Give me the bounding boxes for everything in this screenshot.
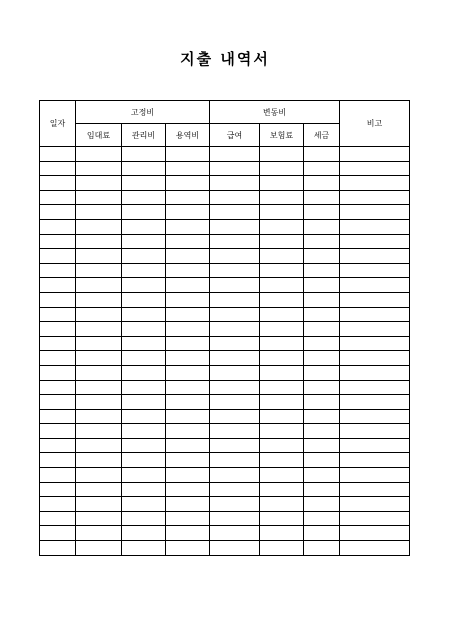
table-cell [122, 438, 166, 453]
table-cell [166, 380, 210, 395]
table-row [40, 205, 410, 220]
table-row [40, 307, 410, 322]
table-cell [340, 322, 410, 337]
table-cell [304, 511, 340, 526]
table-row [40, 161, 410, 176]
table-cell [76, 438, 122, 453]
table-cell [340, 205, 410, 220]
header-salary: 급여 [210, 124, 260, 147]
table-cell [304, 424, 340, 439]
table-cell [304, 147, 340, 162]
table-cell [122, 351, 166, 366]
table-cell [76, 249, 122, 264]
table-cell [122, 234, 166, 249]
table-cell [260, 263, 304, 278]
table-cell [260, 424, 304, 439]
table-cell [260, 380, 304, 395]
table-cell [166, 424, 210, 439]
table-cell [340, 176, 410, 191]
table-cell [166, 497, 210, 512]
table-cell [122, 497, 166, 512]
table-cell [40, 263, 76, 278]
table-cell [166, 234, 210, 249]
table-cell [210, 409, 260, 424]
table-cell [304, 190, 340, 205]
table-cell [122, 380, 166, 395]
table-cell [210, 161, 260, 176]
table-cell [76, 190, 122, 205]
table-cell [122, 292, 166, 307]
table-cell [166, 263, 210, 278]
table-cell [260, 307, 304, 322]
table-cell [122, 263, 166, 278]
table-cell [122, 249, 166, 264]
table-cell [210, 307, 260, 322]
table-cell [122, 336, 166, 351]
header-date: 일자 [40, 101, 76, 147]
table-cell [166, 249, 210, 264]
table-cell [304, 234, 340, 249]
table-row [40, 278, 410, 293]
table-cell [166, 438, 210, 453]
table-cell [260, 395, 304, 410]
table-cell [76, 453, 122, 468]
table-cell [40, 409, 76, 424]
table-cell [210, 249, 260, 264]
table-cell [166, 292, 210, 307]
table-row [40, 482, 410, 497]
header-tax: 세금 [304, 124, 340, 147]
table-cell [76, 526, 122, 541]
table-cell [340, 249, 410, 264]
table-cell [40, 249, 76, 264]
table-cell [340, 147, 410, 162]
table-row [40, 438, 410, 453]
table-cell [210, 190, 260, 205]
table-cell [40, 219, 76, 234]
table-row [40, 190, 410, 205]
table-cell [122, 307, 166, 322]
table-cell [210, 219, 260, 234]
table-cell [304, 161, 340, 176]
table-cell [166, 147, 210, 162]
table-cell [260, 190, 304, 205]
table-cell [122, 219, 166, 234]
table-cell [76, 176, 122, 191]
table-cell [340, 497, 410, 512]
table-cell [122, 541, 166, 556]
header-fixed-costs: 고정비 [76, 101, 210, 124]
table-row [40, 526, 410, 541]
table-row [40, 497, 410, 512]
table-cell [166, 205, 210, 220]
table-cell [340, 336, 410, 351]
table-cell [340, 190, 410, 205]
table-cell [210, 234, 260, 249]
table-cell [40, 322, 76, 337]
table-cell [260, 351, 304, 366]
table-cell [40, 176, 76, 191]
table-cell [210, 147, 260, 162]
table-cell [122, 482, 166, 497]
table-row [40, 249, 410, 264]
table-cell [260, 336, 304, 351]
table-cell [76, 219, 122, 234]
table-cell [304, 380, 340, 395]
table-cell [260, 292, 304, 307]
table-cell [40, 468, 76, 483]
table-cell [76, 365, 122, 380]
table-row [40, 365, 410, 380]
table-row [40, 453, 410, 468]
table-cell [76, 278, 122, 293]
table-cell [340, 395, 410, 410]
table-row [40, 147, 410, 162]
table-cell [122, 365, 166, 380]
table-cell [210, 424, 260, 439]
table-cell [304, 438, 340, 453]
table-cell [304, 278, 340, 293]
table-row [40, 380, 410, 395]
table-cell [210, 278, 260, 293]
table-cell [166, 365, 210, 380]
table-row [40, 351, 410, 366]
table-cell [40, 380, 76, 395]
table-row [40, 263, 410, 278]
table-row [40, 409, 410, 424]
table-cell [340, 234, 410, 249]
table-cell [304, 263, 340, 278]
table-cell [304, 307, 340, 322]
table-cell [340, 292, 410, 307]
table-cell [122, 468, 166, 483]
table-row [40, 234, 410, 249]
table-cell [40, 336, 76, 351]
table-cell [40, 351, 76, 366]
table-cell [304, 453, 340, 468]
table-cell [210, 541, 260, 556]
table-cell [40, 482, 76, 497]
table-cell [340, 526, 410, 541]
table-cell [260, 249, 304, 264]
table-cell [40, 541, 76, 556]
table-cell [260, 438, 304, 453]
table-row [40, 219, 410, 234]
header-insurance: 보험료 [260, 124, 304, 147]
table-cell [210, 365, 260, 380]
header-rent: 임대료 [76, 124, 122, 147]
table-cell [40, 511, 76, 526]
table-cell [40, 205, 76, 220]
table-cell [40, 395, 76, 410]
table-cell [76, 380, 122, 395]
table-cell [260, 482, 304, 497]
table-row [40, 395, 410, 410]
table-cell [76, 409, 122, 424]
table-cell [340, 161, 410, 176]
table-cell [260, 541, 304, 556]
table-cell [340, 424, 410, 439]
table-cell [210, 497, 260, 512]
table-cell [166, 453, 210, 468]
table-cell [340, 365, 410, 380]
table-cell [260, 278, 304, 293]
table-cell [40, 234, 76, 249]
table-row [40, 468, 410, 483]
table-cell [76, 482, 122, 497]
table-cell [340, 511, 410, 526]
header-service-fee: 용역비 [166, 124, 210, 147]
table-cell [260, 468, 304, 483]
table-cell [340, 453, 410, 468]
table-cell [304, 395, 340, 410]
table-cell [210, 205, 260, 220]
table-cell [340, 263, 410, 278]
table-cell [76, 147, 122, 162]
table-cell [76, 497, 122, 512]
table-cell [340, 482, 410, 497]
table-cell [340, 351, 410, 366]
document-title: 지출 내역서 [180, 50, 270, 68]
table-cell [210, 292, 260, 307]
table-cell [166, 541, 210, 556]
table-cell [76, 263, 122, 278]
table-cell [304, 526, 340, 541]
table-cell [76, 336, 122, 351]
table-row [40, 541, 410, 556]
table-cell [122, 205, 166, 220]
table-cell [260, 234, 304, 249]
table-cell [210, 511, 260, 526]
table-cell [166, 161, 210, 176]
table-cell [260, 453, 304, 468]
table-row [40, 292, 410, 307]
table-cell [210, 468, 260, 483]
table-cell [166, 219, 210, 234]
table-cell [210, 526, 260, 541]
table-cell [76, 541, 122, 556]
table-cell [304, 205, 340, 220]
table-cell [260, 511, 304, 526]
table-cell [304, 365, 340, 380]
table-cell [166, 468, 210, 483]
table-cell [76, 511, 122, 526]
table-cell [260, 365, 304, 380]
table-cell [166, 322, 210, 337]
table-cell [304, 322, 340, 337]
table-cell [304, 482, 340, 497]
table-cell [210, 263, 260, 278]
table-cell [210, 395, 260, 410]
expense-table [39, 100, 410, 556]
table-cell [40, 278, 76, 293]
table-row [40, 511, 410, 526]
table-row [40, 424, 410, 439]
table-cell [122, 409, 166, 424]
table-cell [40, 453, 76, 468]
table-cell [340, 380, 410, 395]
table-cell [166, 526, 210, 541]
table-cell [40, 307, 76, 322]
table-cell [122, 161, 166, 176]
table-cell [122, 395, 166, 410]
table-cell [40, 190, 76, 205]
table-cell [260, 526, 304, 541]
table-cell [304, 219, 340, 234]
table-cell [260, 205, 304, 220]
table-cell [166, 395, 210, 410]
table-cell [304, 336, 340, 351]
table-cell [260, 322, 304, 337]
table-cell [304, 541, 340, 556]
table-cell [304, 249, 340, 264]
table-cell [260, 147, 304, 162]
table-cell [122, 147, 166, 162]
table-cell [166, 278, 210, 293]
table-cell [260, 176, 304, 191]
table-cell [260, 497, 304, 512]
table-cell [340, 438, 410, 453]
table-body [40, 147, 410, 556]
table-cell [304, 468, 340, 483]
table-cell [340, 307, 410, 322]
table-cell [340, 219, 410, 234]
table-cell [76, 307, 122, 322]
table-cell [122, 176, 166, 191]
table-cell [76, 424, 122, 439]
table-cell [166, 511, 210, 526]
table-cell [122, 424, 166, 439]
table-cell [260, 161, 304, 176]
table-cell [40, 147, 76, 162]
table-row [40, 336, 410, 351]
table-cell [76, 468, 122, 483]
table-cell [340, 409, 410, 424]
table-cell [40, 424, 76, 439]
table-cell [40, 365, 76, 380]
table-cell [210, 380, 260, 395]
table-cell [304, 409, 340, 424]
table-cell [304, 292, 340, 307]
table-cell [340, 541, 410, 556]
table-cell [122, 511, 166, 526]
table-cell [166, 482, 210, 497]
table-cell [76, 234, 122, 249]
table-cell [166, 190, 210, 205]
table-cell [210, 438, 260, 453]
table-cell [210, 336, 260, 351]
table-cell [166, 336, 210, 351]
table-cell [260, 219, 304, 234]
table-cell [40, 161, 76, 176]
table-cell [76, 351, 122, 366]
table-cell [340, 468, 410, 483]
table-row [40, 176, 410, 191]
table-cell [304, 176, 340, 191]
table-cell [40, 497, 76, 512]
table-cell [210, 176, 260, 191]
header-remarks: 비고 [340, 101, 410, 147]
table-cell [304, 497, 340, 512]
table-cell [166, 409, 210, 424]
table-cell [76, 395, 122, 410]
table-cell [40, 526, 76, 541]
header-variable-costs: 변동비 [210, 101, 340, 124]
header-management-fee: 관리비 [122, 124, 166, 147]
table-cell [210, 351, 260, 366]
table-cell [210, 482, 260, 497]
table-cell [122, 322, 166, 337]
table-cell [304, 351, 340, 366]
table-cell [340, 278, 410, 293]
table-cell [76, 161, 122, 176]
table-cell [76, 292, 122, 307]
table-cell [76, 322, 122, 337]
table-cell [40, 292, 76, 307]
table-cell [122, 278, 166, 293]
table-cell [210, 322, 260, 337]
table-cell [166, 351, 210, 366]
table-row [40, 322, 410, 337]
table-cell [76, 205, 122, 220]
table-cell [122, 190, 166, 205]
table-cell [260, 409, 304, 424]
table-cell [122, 526, 166, 541]
table-cell [122, 453, 166, 468]
table-cell [166, 176, 210, 191]
table-cell [40, 438, 76, 453]
table-cell [166, 307, 210, 322]
table-cell [210, 453, 260, 468]
